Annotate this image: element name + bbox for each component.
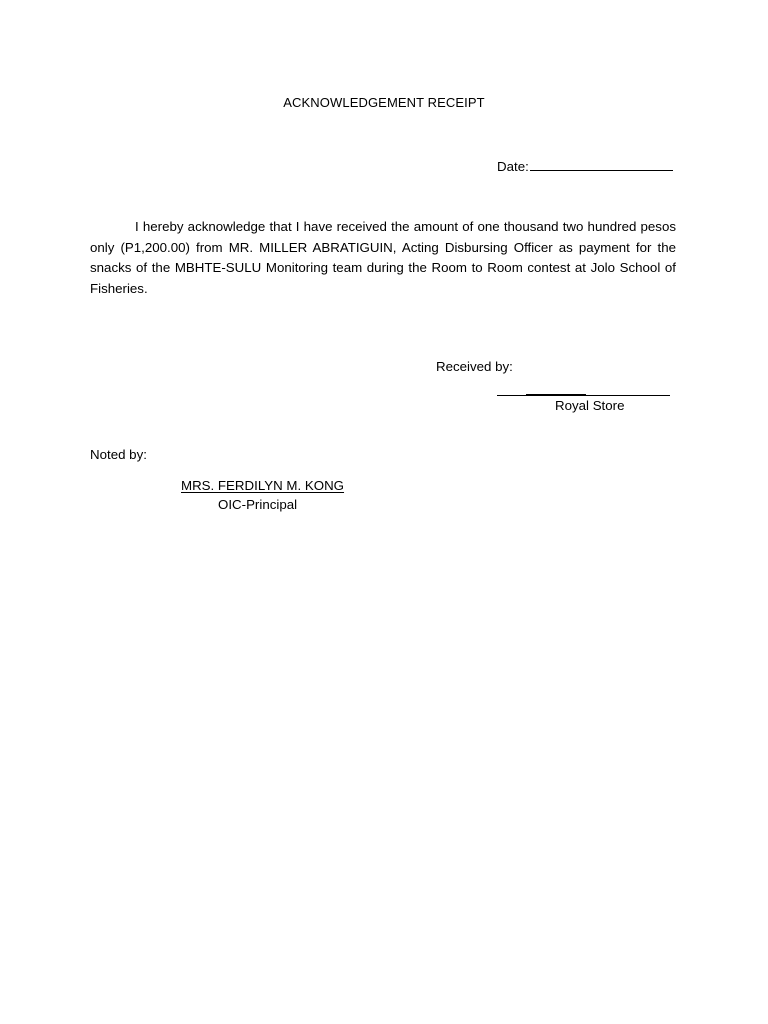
document-title: ACKNOWLEDGEMENT RECEIPT [283, 95, 485, 110]
noted-by-position: OIC-Principal [218, 497, 298, 512]
date-label: Date: [497, 159, 529, 174]
date-blank-line [530, 157, 673, 171]
received-signature-line [497, 395, 670, 396]
received-by-label: Received by: [436, 359, 513, 374]
date-field [497, 157, 673, 174]
noted-by-name: MRS. FERDILYN M. KONG [181, 478, 345, 493]
receipt-body-text: I hereby acknowledge that I have received the amount of one thousand two hundred pesos only (P1,200.00) from MR. MILLER ABRATIGUIN, Acting Disbursing Officer as payment for the snacks of the MBHTE-SULU Monitoring team during the Room to Room contest at Jolo School of Fisheries. [90, 219, 676, 296]
received-signature-stroke [526, 394, 586, 395]
receipt-body [90, 217, 676, 299]
noted-by-label: Noted by: [90, 447, 147, 462]
received-by-name: Royal Store [555, 398, 625, 413]
